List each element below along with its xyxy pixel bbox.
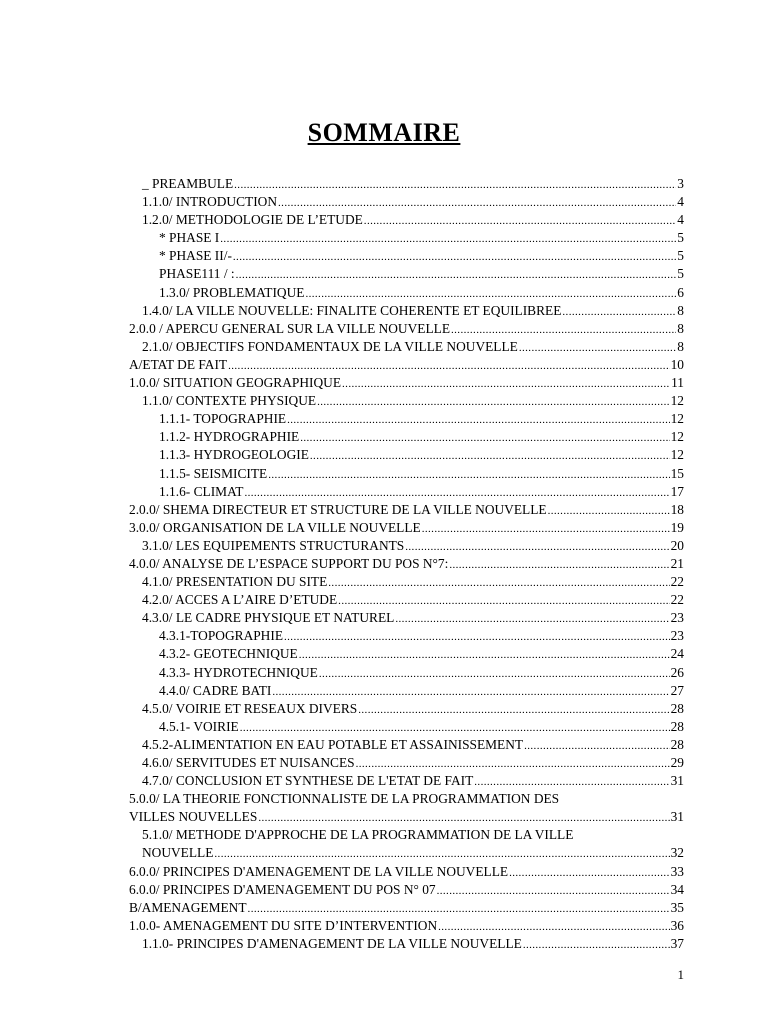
toc-entry-label: 2.0.0/ SHEMA DIRECTEUR ET STRUCTURE DE LA VILLE NOUVELLE (129, 501, 547, 517)
dot-leader (356, 754, 670, 769)
toc-entry-page: 15 (670, 465, 684, 481)
toc-entry-label: PHASE111 / : (159, 266, 235, 282)
toc-entry (129, 609, 684, 627)
toc-entry-page: 28 (670, 736, 684, 752)
toc-entry-page: 8 (677, 338, 684, 354)
dot-leader (438, 917, 669, 932)
page-number: 1 (677, 967, 684, 982)
dot-leader (474, 772, 669, 787)
toc-entry (129, 428, 684, 446)
dot-leader (451, 320, 676, 335)
dot-leader (284, 627, 670, 642)
toc-entry-page: 11 (671, 375, 684, 391)
dot-leader (278, 193, 676, 208)
toc-entry-label: 4.0.0/ ANALYSE DE L’ESPACE SUPPORT DU POS N°7: (129, 555, 449, 571)
toc-entry-page: 29 (670, 755, 684, 770)
toc-entry-label: 1.1.0/ INTRODUCTION (142, 194, 278, 210)
toc-entry-label: 4.4.0/ CADRE BATI (159, 682, 272, 698)
toc-entry-page: 27 (670, 682, 684, 698)
dot-leader (509, 863, 670, 878)
toc-entry-page: 22 (670, 574, 684, 590)
toc-entry-label: 5.0.0/ LA THEORIE FONCTIONNALISTE DE LA PROGRAMMATION DES (129, 791, 560, 807)
toc-entry (129, 573, 684, 591)
toc-entry (129, 591, 684, 609)
toc-entry-label: 1.0.0- AMENAGEMENT DU SITE D’INTERVENTION (129, 917, 438, 933)
toc-entry-label: 1.4.0/ LA VILLE NOUVELLE: FINALITE COHERENTE ET EQUILIBREE (142, 302, 562, 318)
dot-leader (523, 935, 670, 950)
toc-entry-label: 1.1.0- PRINCIPES D'AMENAGEMENT DE LA VILLE NOUVELLE (142, 935, 522, 951)
toc-entry (129, 664, 684, 682)
dot-leader (299, 645, 670, 660)
toc-entry-label: 4.2.0/ ACCES A L’AIRE D’ETUDE (142, 592, 338, 608)
toc-entry-page: 28 (670, 700, 684, 716)
dot-leader (234, 175, 676, 190)
dot-leader (214, 844, 669, 859)
toc-entry-label: 1.1.3- HYDROGEOLOGIE (159, 447, 309, 463)
toc-entry-label: 1.1.0/ CONTEXTE PHYSIQUE (142, 393, 317, 409)
toc-entry-label: _ PREAMBULE (142, 176, 234, 191)
toc-entry (129, 881, 684, 899)
toc-entry-label: 1.1.2- HYDROGRAPHIE (159, 429, 300, 445)
toc-entry-page: 5 (677, 230, 684, 246)
toc-entry-page: 4 (677, 194, 684, 210)
toc-entry (129, 193, 684, 211)
toc-entry-page: 6 (677, 284, 684, 300)
toc-entry-page: 20 (670, 537, 684, 553)
toc-entry-label: B/AMENAGEMENT (129, 899, 247, 915)
dot-leader (548, 501, 670, 516)
toc-entry-page: 28 (670, 718, 684, 734)
dot-leader (519, 338, 676, 353)
toc-entry-page: 35 (670, 899, 684, 915)
toc-entry-page: 3 (677, 176, 684, 191)
toc-entry (129, 265, 684, 283)
toc-entry-page: 8 (677, 302, 684, 318)
dot-leader (317, 392, 670, 407)
toc-entry (129, 736, 684, 754)
toc-entry-page: 5 (677, 248, 684, 264)
toc-entry-label: 4.1.0/ PRESENTATION DU SITE (142, 574, 328, 590)
dot-leader (220, 229, 676, 244)
toc-entry (129, 465, 684, 483)
toc-entry-page: 37 (670, 935, 684, 951)
toc-entry-label: 1.1.1- TOPOGRAPHIE (159, 411, 287, 427)
dot-leader (244, 483, 669, 498)
toc-entry-label: 4.3.0/ LE CADRE PHYSIQUE ET NATUREL (142, 610, 395, 626)
toc-entry-label: 1.3.0/ PROBLEMATIQUE (159, 284, 305, 300)
dot-leader (228, 356, 670, 371)
toc-entry-page: 22 (670, 592, 684, 608)
toc-entry-page: 36 (670, 917, 684, 933)
toc-entry (129, 446, 684, 464)
toc-entry (129, 537, 684, 555)
toc-entry (129, 700, 684, 718)
toc-entry-label: 1.2.0/ METHODOLOGIE DE L’ETUDE (142, 212, 363, 228)
toc-entry-page: 31 (670, 809, 684, 825)
toc-entry (129, 229, 684, 247)
toc-entry-page: 12 (670, 447, 684, 463)
toc-entry-page: 33 (670, 863, 684, 879)
dot-leader (310, 446, 670, 461)
toc-entry-page: 17 (670, 483, 684, 499)
page-title: SOMMAIRE (307, 118, 461, 147)
toc-entry (129, 392, 684, 410)
toc-entry-label: 4.7.0/ CONCLUSION ET SYNTHESE DE L'ETAT DE FAIT (142, 773, 474, 789)
dot-leader (248, 899, 670, 914)
toc-entry (129, 338, 684, 356)
toc-entry-label: * PHASE II/- (159, 248, 232, 264)
toc-entry-label: 2.1.0/ OBJECTIFS FONDAMENTAUX DE LA VILLE NOUVELLE (142, 338, 518, 354)
toc-entry (129, 718, 684, 736)
toc-entry (129, 790, 684, 826)
toc-entry-label: 4.5.0/ VOIRIE ET RESEAUX DIVERS (142, 700, 358, 716)
toc-entry (129, 374, 684, 392)
toc-entry-page: 23 (670, 628, 684, 644)
toc-entry-label: 2.0.0 / APERCU GENERAL SUR LA VILLE NOUVELLE (129, 320, 450, 336)
toc-entry-page: 26 (670, 664, 684, 680)
toc-entry (129, 627, 684, 645)
toc-entry-label: 4.5.1- VOIRIE (159, 718, 239, 734)
toc-entry (129, 645, 684, 663)
toc-entry-page: 5 (677, 266, 684, 282)
toc-entry-page: 23 (670, 610, 684, 626)
dot-leader (449, 555, 669, 570)
toc-entry-label: 4.3.2- GEOTECHNIQUE (159, 646, 298, 662)
toc-entry-label: 1.0.0/ SITUATION GEOGRAPHIQUE (129, 375, 342, 391)
toc-entry (129, 826, 684, 862)
dot-leader (342, 374, 670, 389)
toc-entry (129, 519, 684, 537)
toc-entry (129, 682, 684, 700)
toc-entry-page: 8 (677, 320, 684, 336)
toc-entry-page: 34 (670, 881, 684, 897)
dot-leader (562, 302, 676, 317)
toc-entry (129, 175, 684, 193)
toc-entry (129, 410, 684, 428)
toc-entry-label: 1.1.6- CLIMAT (159, 483, 244, 499)
toc-entry-label: A/ETAT DE FAIT (129, 356, 228, 372)
toc-entry (129, 754, 684, 772)
toc-entry-label: 6.0.0/ PRINCIPES D'AMENAGEMENT DU POS N° 07 (129, 881, 436, 897)
toc-entry (129, 555, 684, 573)
toc-entry-page: 31 (670, 773, 684, 789)
toc-entry-label-continued: VILLES NOUVELLES (129, 809, 258, 825)
dot-leader (328, 573, 669, 588)
toc-entry-page: 21 (670, 555, 684, 571)
toc-entry (129, 211, 684, 229)
toc-entry (129, 501, 684, 519)
toc-entry-label: 3.0.0/ ORGANISATION DE LA VILLE NOUVELLE (129, 519, 421, 535)
toc-entry-label: 4.3.3- HYDROTECHNIQUE (159, 664, 318, 680)
toc-entry (129, 483, 684, 501)
toc-entry-label: 1.1.5- SEISMICITE (159, 465, 268, 481)
dot-leader (437, 881, 670, 896)
toc-entry-label: 4.5.2-ALIMENTATION EN EAU POTABLE ET ASSAINISSEMENT (142, 736, 524, 752)
dot-leader (319, 664, 670, 679)
toc-entry-page: 12 (670, 429, 684, 445)
toc-entry (129, 899, 684, 917)
toc-entry (129, 863, 684, 881)
dot-leader (268, 465, 669, 480)
toc-entry-label: 3.1.0/ LES EQUIPEMENTS STRUCTURANTS (142, 537, 405, 553)
toc-entry-label: 4.6.0/ SERVITUDES ET NUISANCES (142, 755, 355, 770)
dot-leader (305, 284, 676, 299)
toc-entry-label: * PHASE I (159, 230, 220, 246)
table-of-contents (129, 175, 684, 953)
toc-entry (129, 284, 684, 302)
toc-entry-label-continued: NOUVELLE (142, 845, 214, 861)
toc-entry-page: 18 (670, 501, 684, 517)
toc-entry-page: 12 (670, 411, 684, 427)
dot-leader (338, 591, 669, 606)
toc-entry-page: 24 (670, 646, 684, 662)
toc-entry-page: 12 (670, 393, 684, 409)
toc-entry-page: 19 (670, 519, 684, 535)
toc-entry-page: 10 (670, 356, 684, 372)
dot-leader (272, 682, 669, 697)
dot-leader (405, 537, 669, 552)
toc-entry-label: 5.1.0/ METHODE D'APPROCHE DE LA PROGRAMMATION DE LA VILLE (142, 827, 574, 843)
dot-leader (364, 211, 677, 226)
dot-leader (236, 265, 677, 280)
toc-entry-label: 6.0.0/ PRINCIPES D'AMENAGEMENT DE LA VILLE NOUVELLE (129, 863, 509, 879)
toc-entry-page: 4 (677, 212, 684, 228)
dot-leader (287, 410, 670, 425)
dot-leader (358, 700, 669, 715)
dot-leader (395, 609, 669, 624)
dot-leader (258, 808, 669, 823)
toc-entry (129, 302, 684, 320)
dot-leader (233, 247, 676, 262)
toc-entry (129, 935, 684, 953)
dot-leader (422, 519, 670, 534)
toc-entry (129, 320, 684, 338)
dot-leader (240, 718, 670, 733)
toc-entry (129, 247, 684, 265)
dot-leader (524, 736, 670, 751)
toc-entry (129, 917, 684, 935)
dot-leader (300, 428, 669, 443)
toc-entry-page: 32 (670, 845, 684, 861)
toc-entry (129, 356, 684, 374)
toc-entry (129, 772, 684, 790)
toc-entry-label: 4.3.1-TOPOGRAPHIE (159, 628, 283, 644)
